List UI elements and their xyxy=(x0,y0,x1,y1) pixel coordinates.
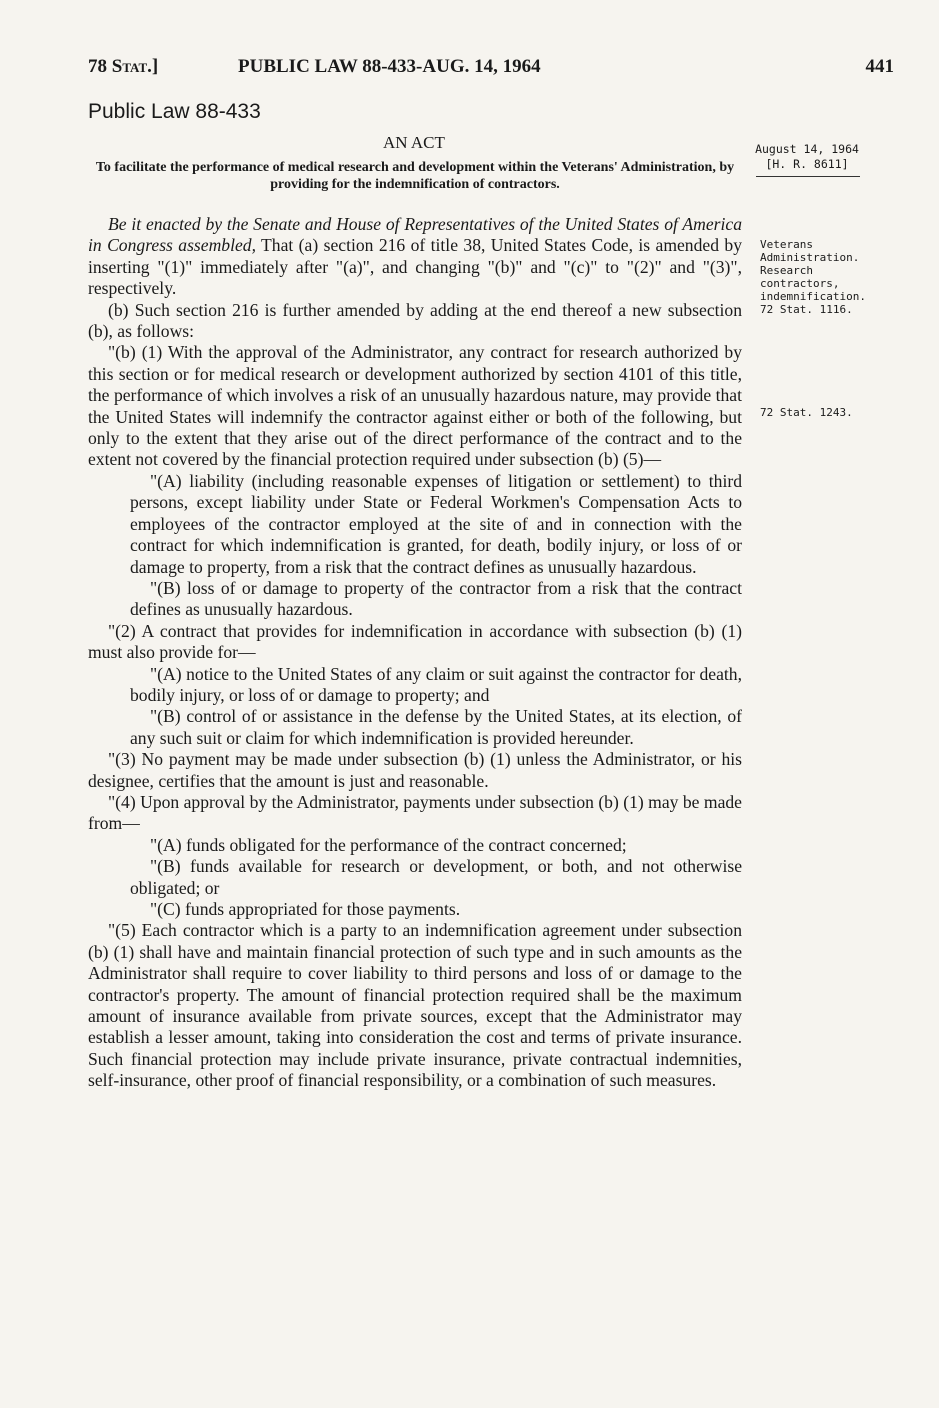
running-header xyxy=(88,56,894,86)
margin-date-block xyxy=(752,142,862,172)
clause-b2-b: "(B) control of or assistance in the defense by the United States, at its election, of any such suit or claim for which indemnification is provided hereunder. xyxy=(130,706,742,748)
subsection-b3: "(3) No payment may be made under subsection (b) (1) unless the Administrator, or his designee, certifies that the amount is just and reasonable. xyxy=(88,749,742,791)
public-law-title: Public Law 88-433 xyxy=(88,100,261,123)
clause-b4-b: "(B) funds available for research or development, or both, and not otherwise obligated; or xyxy=(130,856,742,898)
subsection-b5: "(5) Each contractor which is a party to an indemnification agreement under subsection (b) (1) shall have and maintain financial protection of such type and in such amounts as the Administrator shall require to cover liability to third persons and loss of or damage to the contractor's property. The amount of financial protection required shall be the maximum amount of insurance available from private sources, except that the Administrator may establish a lesser amount, taking into consideration the cost and terms of private insurance. Such financial protection may include private insurance, private contractual indemnities, self-insurance, other proof of financial responsibility, or a combination of such measures. xyxy=(88,920,742,1091)
act-heading: AN ACT xyxy=(383,133,445,152)
clause-b1-a: "(A) liability (including reasonable expenses of litigation or settlement) to third persons, except liability under State or Federal Workmen's Compensation Acts to employees of the contractor employed at the site of and in connection with the contract for which indemnification is granted, for death, bodily injury, or loss of or damage to property, from a risk that the contract defines as unusually hazardous. xyxy=(130,470,742,577)
enacting-paragraph xyxy=(88,214,742,300)
subsection-b1: "(b) (1) With the approval of the Administrator, any contract for research authorized by this section or for medical research or development authorized by section 4101 of this title, the performance of which involves a risk of an unusually hazardous nature, may provide that the United States will indemnify the contractor against either or both of the following, but only to the extent that they arise out of the direct performance of the contract and to the extent not covered by the financial protection required under subsection (b) (5)— xyxy=(88,342,742,470)
clause-b2-a: "(A) notice to the United States of any claim or suit against the contractor for death, bodily injury, or loss of or damage to property; and xyxy=(130,663,742,705)
statute-volume: 78 Stat.] xyxy=(88,56,159,77)
clause-b1-b: "(B) loss of or damage to property of the contractor from a risk that the contract defines as unusually hazardous. xyxy=(130,577,742,620)
subsection-b4: "(4) Upon approval by the Administrator, payments under subsection (b) (1) may be made from— xyxy=(88,791,742,834)
enactment-date: August 14, 1964 xyxy=(755,142,859,156)
statute-body xyxy=(88,214,742,1092)
section-b-paragraph: (b) Such section 216 is further amended by adding at the end thereof a new subsection (b), as follows: xyxy=(88,299,742,342)
page-number: 441 xyxy=(865,56,894,77)
clause-b4-a: "(A) funds obligated for the performance of the contract concerned; xyxy=(150,834,627,855)
clause-b4-c: "(C) funds appropriated for those payments. xyxy=(150,899,461,919)
enacting-clause: Be it enacted by the Senate and House of Representatives of the United States of America in Congress assembled, xyxy=(88,214,742,256)
running-title: PUBLIC LAW 88-433-AUG. 14, 1964 xyxy=(238,56,541,77)
section-a-text: That (a) section 216 of title 38, United States Code, is amended by inserting "(1)" immediately after "(a)", and changing "(b)" and "(c)" to "(2)" and "(3)", respectively. xyxy=(88,235,742,299)
margin-note: Veterans Administration. Research contractors, indemnification. 72 Stat. 1116. xyxy=(760,238,866,316)
margin-rule xyxy=(756,176,860,177)
margin-note-citation: 72 Stat. 1243. xyxy=(760,406,853,419)
subsection-b2: "(2) A contract that provides for indemnification in accordance with subsection (b) (1) must also provide for— xyxy=(88,620,742,663)
bill-number: [H. R. 8611] xyxy=(765,157,849,171)
act-purpose: To facilitate the performance of medical research and development within the Veterans' Administration, by providing for the indemnification of contractors. xyxy=(95,160,735,192)
